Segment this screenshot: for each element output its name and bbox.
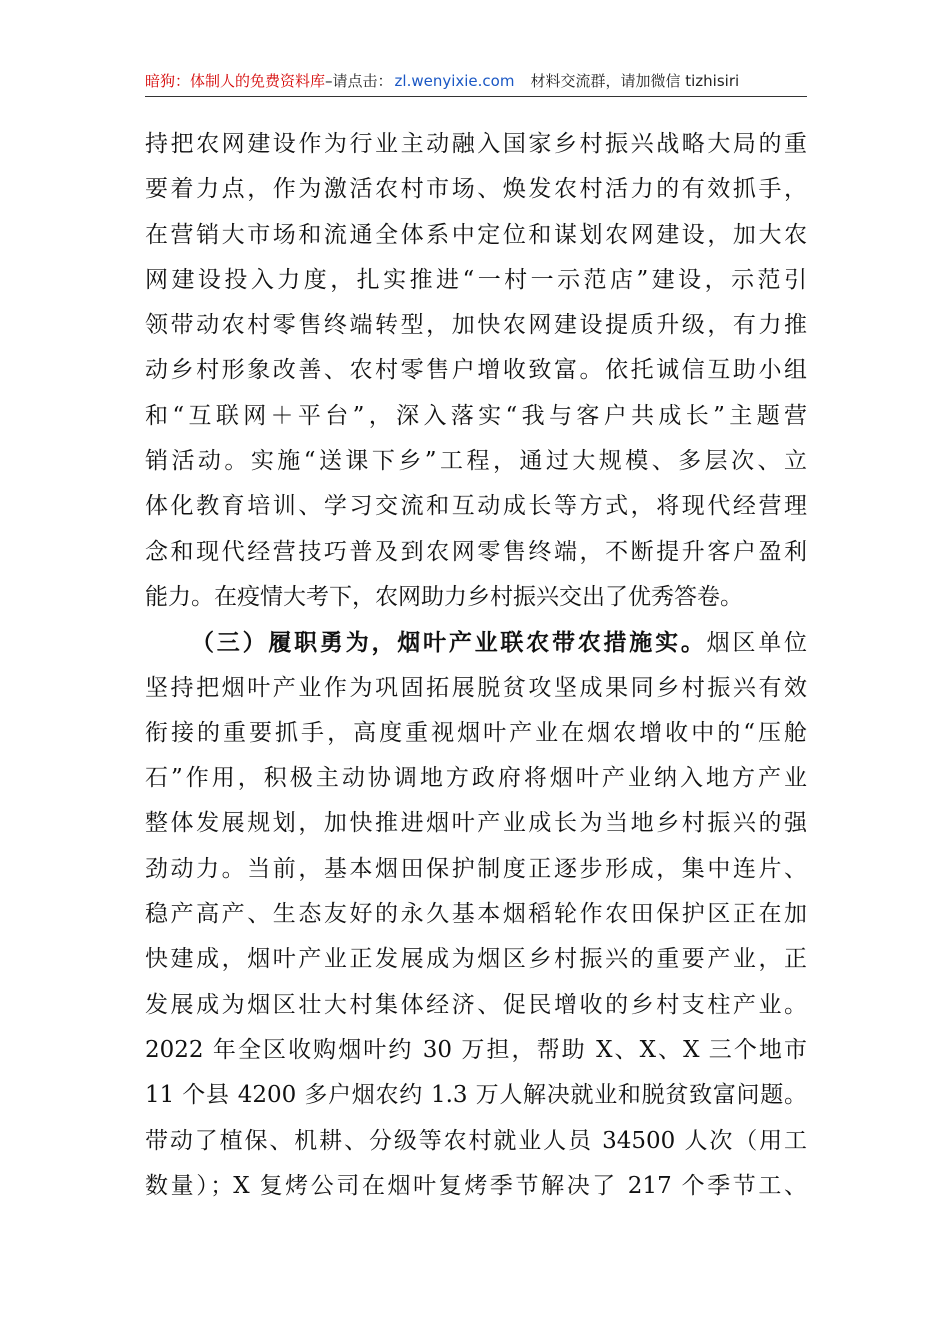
text-line: 持把农网建设作为行业主动融入国家乡村振兴战略大局的重 bbox=[145, 131, 807, 157]
text-line: 带动了植保、机耕、分级等农村就业人员 34500 人次（用工 bbox=[145, 1127, 807, 1154]
text-line: 能力。在疫情大考下，农网助力乡村振兴交出了优秀答卷。 bbox=[145, 583, 743, 610]
text-line: 坚持把烟叶产业作为巩固拓展脱贫攻坚成果同乡村振兴有效 bbox=[145, 674, 807, 701]
header-wechat-text: 材料交流群，请加微信 tizhisiri bbox=[530, 72, 740, 90]
text-line: 衔接的重要抓手，高度重视烟叶产业在烟农增收中的“压舱 bbox=[145, 719, 807, 746]
header-prompt-text: –请点击： bbox=[325, 72, 393, 90]
text-line: 数量）；X 复烤公司在烟叶复烤季节解决了 217 个季节工、 bbox=[145, 1172, 807, 1199]
document-body bbox=[145, 122, 807, 1209]
text-line: 和“互联网＋平台”，深入落实“我与客户共成长”主题营 bbox=[145, 402, 807, 429]
text-line: 体化教育培训、学习交流和互动成长等方式，将现代经营理 bbox=[145, 493, 807, 520]
text-line: 领带动农村零售终端转型，加快农网建设提质升级，有力推 bbox=[145, 312, 807, 339]
heading-continuation: 烟区单位 bbox=[706, 630, 807, 657]
text-line: 劲动力。当前，基本烟田保护制度正逐步形成，集中连片、 bbox=[145, 855, 807, 882]
header-brand-text: 暗狗：体制人的免费资料库 bbox=[145, 72, 326, 90]
text-line: 整体发展规划，加快推进烟叶产业成长为当地乡村振兴的强 bbox=[145, 810, 807, 837]
text-line: 念和现代经营技巧普及到农网零售终端，不断提升客户盈利 bbox=[145, 538, 807, 565]
header-website-link[interactable]: zl.wenyixie.com bbox=[394, 72, 515, 90]
text-line: 网建设投入力度，扎实推进“一村一示范店”建设，示范引 bbox=[145, 266, 807, 293]
text-line: 快建成，烟叶产业正发展成为烟区乡村振兴的重要产业，正 bbox=[145, 946, 807, 973]
paragraph-tobacco-industry bbox=[145, 620, 807, 1209]
text-line: 发展成为烟区壮大村集体经济、促民增收的乡村支柱产业。 bbox=[145, 991, 807, 1018]
text-line: 在营销大市场和流通全体系中定位和谋划农网建设，加大农 bbox=[145, 221, 807, 248]
text-line: 动乡村形象改善、农村零售户增收致富。依托诚信互助小组 bbox=[145, 357, 807, 384]
paragraph-first-line bbox=[145, 620, 807, 665]
section-heading: （三）履职勇为，烟叶产业联农带农措施实。 bbox=[191, 629, 707, 657]
text-line: 稳产高产、生态友好的永久基本烟稻轮作农田保护区正在加 bbox=[145, 901, 807, 928]
text-line: 要着力点，作为激活农村市场、焕发农村活力的有效抓手， bbox=[145, 176, 807, 203]
text-line: 2022 年全区收购烟叶约 30 万担，帮助 X、X、X 三个地市 bbox=[145, 1036, 807, 1063]
text-line: 石”作用，积极主动协调地方政府将烟叶产业纳入地方产业 bbox=[145, 765, 807, 792]
page-header bbox=[145, 66, 807, 97]
paragraph-rural-network bbox=[145, 122, 807, 620]
text-line: 销活动。实施“送课下乡”工程，通过大规模、多层次、立 bbox=[145, 448, 807, 475]
text-line: 11 个县 4200 多户烟农约 1.3 万人解决就业和脱贫致富问题。 bbox=[145, 1082, 807, 1109]
